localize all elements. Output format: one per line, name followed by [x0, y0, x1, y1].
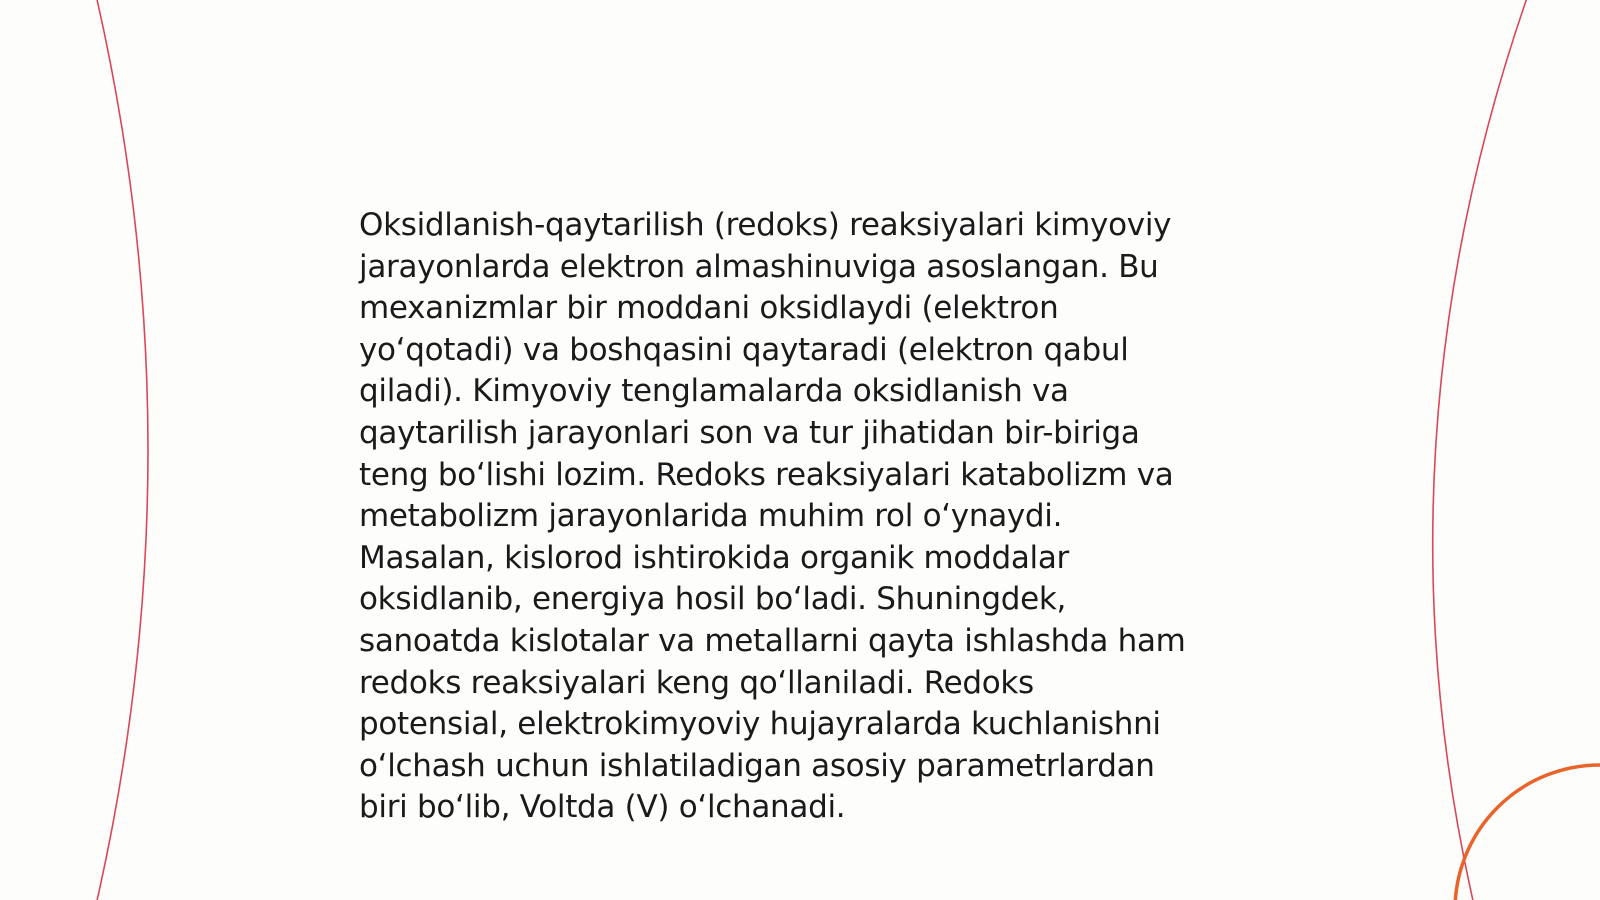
paragraph-line: metabolizm jarayonlarida muhim rol o‘ynaydi. — [359, 498, 1063, 535]
paragraph-line: redoks reaksiyalari keng qo‘llaniladi. Redoks — [359, 664, 1034, 701]
left-arc-line — [96, 0, 148, 900]
paragraph-line: o‘lchash uchun ishlatiladigan asosiy parametrlardan — [359, 747, 1155, 784]
body-paragraph — [359, 205, 1259, 829]
paragraph-line: Masalan, kislorod ishtirokida organik moddalar — [359, 539, 1069, 576]
paragraph-line: sanoatda kislotalar va metallarni qayta ishlashda ham — [359, 622, 1186, 659]
paragraph-line: oksidlanib, energiya hosil bo‘ladi. Shuningdek, — [359, 581, 1067, 618]
paragraph-line: potensial, elektrokimyoviy hujayralarda kuchlanishni — [359, 706, 1161, 743]
paragraph-line: qaytarilish jarayonlari son va tur jihatidan bir-biriga — [359, 414, 1140, 451]
paragraph-line: qiladi). Kimyoviy tenglamalarda oksidlanish va — [359, 373, 1069, 410]
right-arc-line — [1433, 0, 1528, 900]
paragraph-line: jarayonlarda elektron almashinuviga asoslangan. Bu — [359, 248, 1159, 285]
paragraph-line: Oksidlanish-qaytarilish (redoks) reaksiyalari kimyoviy — [359, 207, 1172, 243]
paragraph-line: mexanizmlar bir moddani oksidlaydi (elektron — [359, 290, 1059, 327]
accent-circle-arc — [1455, 765, 1600, 900]
paragraph-line: teng bo‘lishi lozim. Redoks reaksiyalari katabolizm va — [359, 456, 1174, 493]
paragraph-line: yo‘qotadi) va boshqasini qaytaradi (elektron qabul — [359, 331, 1129, 368]
paragraph-line: biri bo‘lib, Voltda (V) o‘lchanadi. — [359, 789, 846, 826]
